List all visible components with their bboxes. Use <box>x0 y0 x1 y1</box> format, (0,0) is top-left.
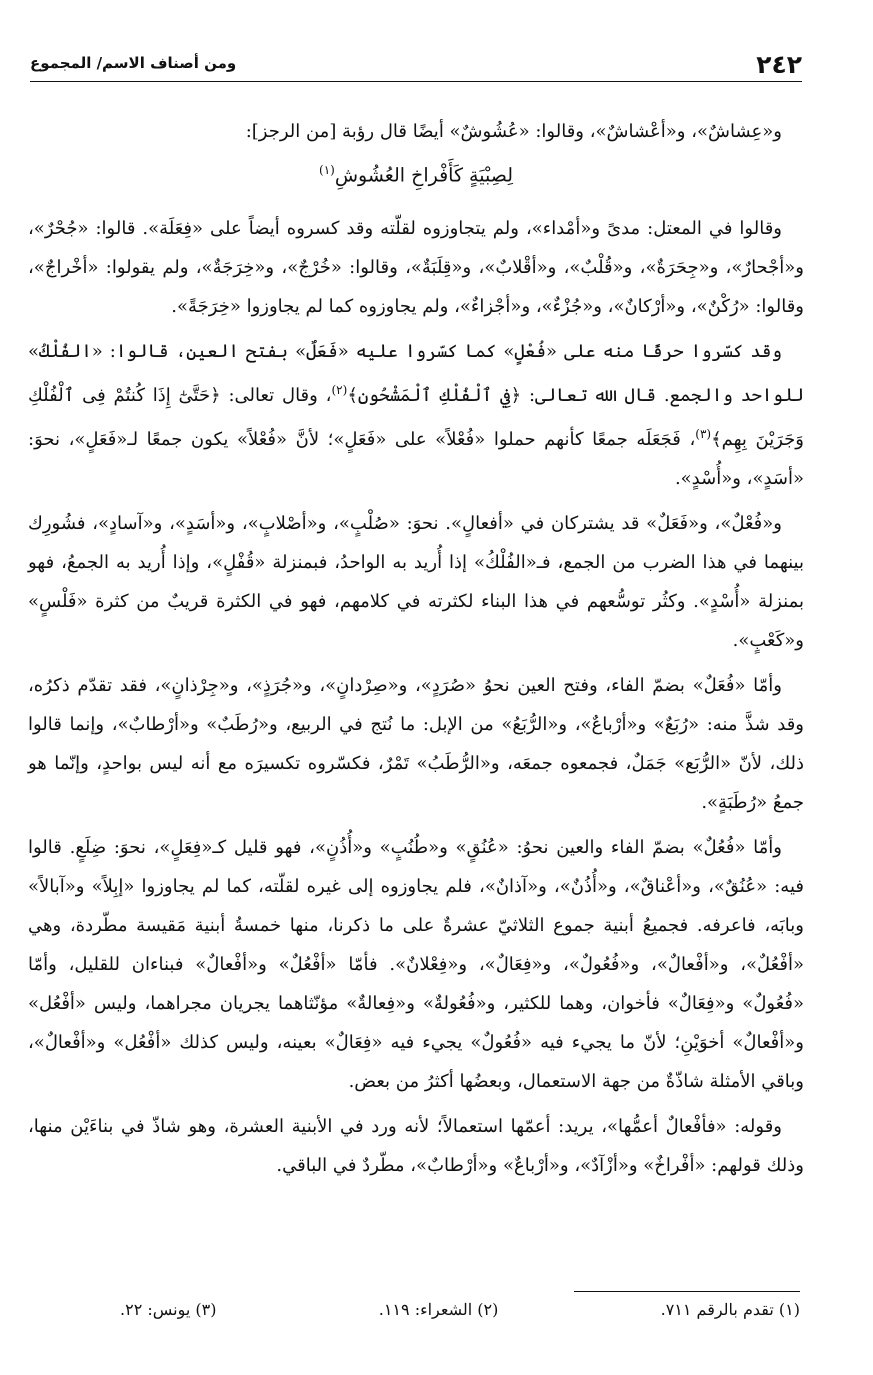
footnote-1: (١) تقدم بالرقم ٧١١. <box>660 1300 800 1319</box>
paragraph-4: و«فُعْلٌ»، و«فَعَلٌ» قد يشتركان في «أفعالٍ». نحوَ: «صُلْبٍ»، و«أصْلابٍ»، و«أسَدٍ»، و«آسادٍ»، فشُورِك بينهما في هذا الضرب من الجمع، فـ«الفُلْكُ» إذا أُريد به الواحدُ، فبمنزلة «قُفْلٍ»، وإذا أُريد به الجمعُ، فهو بمنزلة «أُسْدٍ». وكثُر توسُّعهم في هذا البناء لكثرته في كلامهم، فهو في الكثرة قريبٌ من كثرة «فَلْسٍ» و«كَعْبٍ». <box>28 513 804 652</box>
paragraph-5: وأمّا «فُعَلٌ» بضمّ الفاء، وفتح العين نحوُ «صُرَدٍ»، و«صِرْدانٍ»، و«جُرَذٍ»، و«جِرْذانٍ»، فقد تقدّم ذكرُه، وقد شذَّ منه: «رُبَعٌ» و«أرْباعٌ»، و«الرُّبَعُ» من الإبل: ما نُتج في الربيع، و«رُطَبٌ» و«أرْطابٌ»، وإنما قالوا ذلك، لأنّ «الرُّبَع» جَمَلٌ، فجمعوه جمعَه، و«الرُّطَبُ» تَمْرٌ، فكسّروه تكسيرَه مع أنه ليس بواحدٍ، وإنّما هو جمعُ «رُطَبَةٍ». <box>28 675 804 814</box>
paragraph-3-part-b: ، وقال تعالى: ﴿حَتَّىٰٓ إِذَا كُنتُمْ فِى ٱلْفُلْكِ وَجَرَيْنَ بِهِم﴾ <box>28 385 804 451</box>
footnote-marker-3: (٣) <box>695 427 712 442</box>
running-title: ومن أصناف الاسم/ المجموع <box>30 54 237 72</box>
paragraph-2: وقالوا في المعتل: مدىً و«أمْداء»، ولم يتجاوزوه لقلّته وقد كسروه أيضاً على «فِعَلَة». قالوا: «جُحْرٌ»، و«أجْحارٌ»، و«جِحَرَةٌ»، و«قُلْبٌ»، و«أقْلابٌ»، و«قِلَبَةٌ»، وقالوا: «خُرْجٌ»، و«خِرَجَةٌ»، ولم يقولوا: «أخْراجٌ»، وقالوا: «رُكْنٌ»، و«أرْكانٌ»، و«جُزْءٌ»، و«أجْزاءٌ»، ولم يجاوزوه كما لم يجاوزوا «خِرَجَةً». <box>28 218 804 318</box>
header-rule <box>30 81 802 82</box>
poetry-verse <box>28 151 804 195</box>
main-text <box>28 112 804 1185</box>
page-number: ٢٤٢ <box>756 50 802 79</box>
paragraph-7: وقوله: «فأفْعالٌ أعمُّها»، يريد: أعمّها استعمالاً؛ لأنه ورد في الأبنية العشرة، وهو شاذّ في بناءَيْن منها، وذلك قولهم: «أفْراخٌ» و«أزْآدٌ»، و«أرْباعٌ» و«أرْطابٌ»، مطّردٌ في الباقي. <box>28 1116 804 1177</box>
paragraph-3-part-a: وقد كسّروا حرفًا منه على «فُعْلٍ» كما كسّروا عليه «فَعَلٌ» بفتح العين، قالوا: «الفُلْكُ» للواحد والجمع. قال الله تعالى: ﴿فِي ٱلْفُلْكِ ٱلْمَشْحُونِ﴾ <box>28 341 804 407</box>
footnote-rule <box>574 1291 800 1292</box>
verse-footnote-marker: (١) <box>319 163 335 177</box>
footnote-3: (٣) يونس: ٢٢. <box>120 1300 217 1319</box>
footnote-marker-2: (٢) <box>331 383 348 398</box>
paragraph-1: و«عِشاشٌ»، و«أعْشاشٌ»، وقالوا: «عُشُوشٌ» أيضًا قال رؤبة [من الرجز]: <box>245 121 782 142</box>
footnotes <box>120 1300 800 1328</box>
footnote-2: (٢) الشعراء: ١١٩. <box>378 1300 499 1319</box>
page-header <box>30 50 802 84</box>
verse-text: لِصِبْيَةٍ كَأَفْراخِ العُشُوشِ <box>334 164 513 187</box>
paragraph-3 <box>28 332 804 498</box>
paragraph-3-part-c: ، فَجَعَلَه جمعًا كأنهم حملوا «فُعْلاً» على «فَعَلٍ»؛ لأنَّ «فُعْلاً» يكون جمعًا لـ«فَعَلٍ»، نحوَ: «أسَدٍ»، و«أُسْدٍ». <box>28 429 804 490</box>
paragraph-6: وأمّا «فُعُلٌ» بضمّ الفاء والعين نحوُ: «عُنُقٍ» و«طُنُبٍ» و«أُذُنٍ»، فهو قليل كـ«فِعَلٍ»، نحوَ: ضِلَعٍ. قالوا فيه: «عُنُقٌ»، و«أعْناقٌ»، و«أُذُنٌ»، و«آذانٌ»، فلم يجاوزوه إلى غيره لقلّته، كما لم يجاوزوا «إبِلاً» و«آبالاً» وبابَه، فاعرفه. فجميعُ أبنية جموع الثلاثيّ عشرةٌ على ما ذكرنا، منها خمسةُ أبنية مَقيسة مطّردة، وهي «أفْعُلٌ»، و«أفْعالٌ»، و«فُعُولٌ»، و«فِعَالٌ»، و«فِعْلانٌ». فأمّا «أفْعُلٌ» و«أفْعالٌ» فبناءان للقليل، وأمّا «فُعُولٌ» و«فِعَالٌ» فأخوان، وهما للكثير، و«فُعُولةٌ» و«فِعالةٌ» مؤنّثاهما يجريان مجراهما، وليس «أفْعُل» و«أفْعالٌ» أخوَيْنِ؛ لأنّ ما يجيء فيه «فُعُولٌ» يجيء فيه «فِعَالٌ» بعينه، وليس كذلك «أفْعُل» و«أفْعالٌ»، وباقي الأمثلة شاذّةٌ من جهة الاستعمال، وبعضُها أكثرُ من بعض. <box>28 837 804 1093</box>
